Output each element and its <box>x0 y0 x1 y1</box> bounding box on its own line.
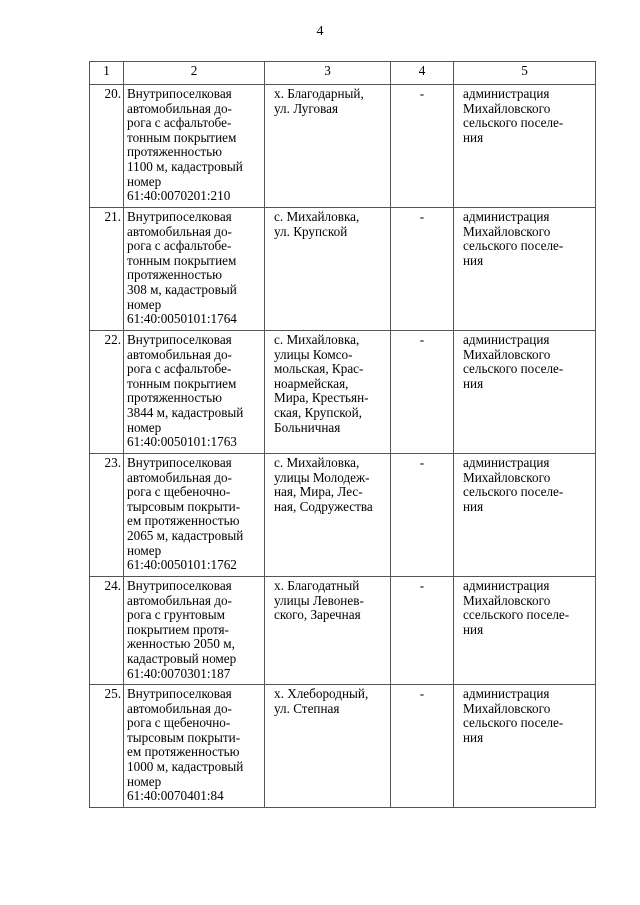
table-row <box>90 454 596 577</box>
page-number: 4 <box>316 24 324 39</box>
table-row <box>90 331 596 454</box>
column-4-value: - <box>391 331 454 454</box>
column-header: 3 <box>265 62 391 85</box>
road-location: х. Благодарный, ул. Луговая <box>265 85 391 208</box>
road-description: Внутрипоселковая автомобильная до- рога с асфальтобе- тонным покрытием протяженностью 308 м, кадастровый номер 61:40:0050101:1764 <box>124 208 265 331</box>
row-number: 21. <box>90 208 124 331</box>
column-4-value: - <box>391 454 454 577</box>
row-number: 20. <box>90 85 124 208</box>
road-owner: администрация Михайловского сельского поселе- ния <box>454 85 596 208</box>
column-4-value: - <box>391 685 454 808</box>
road-owner: администрация Михайловского сельского поселе- ния <box>454 331 596 454</box>
column-4-value: - <box>391 85 454 208</box>
road-location: с. Михайловка, улицы Молодеж- ная, Мира, Лес- ная, Содружества <box>265 454 391 577</box>
road-description: Внутрипоселковая автомобильная до- рога с щебеночно- тырсовым покрыти- ем протяженностью 2065 м, кадастровый номер 61:40:0050101:1762 <box>124 454 265 577</box>
table-row <box>90 577 596 685</box>
column-4-value: - <box>391 577 454 685</box>
table-row <box>90 85 596 208</box>
table-row <box>90 685 596 808</box>
road-description: Внутрипоселковая автомобильная до- рога с асфальтобе- тонным покрытием протяженностью 3844 м, кадастровый номер 61:40:0050101:1763 <box>124 331 265 454</box>
column-header: 2 <box>124 62 265 85</box>
road-description: Внутрипоселковая автомобильная до- рога с асфальтобе- тонным покрытием протяженностью 1100 м, кадастровый номер 61:40:0070201:210 <box>124 85 265 208</box>
row-number: 22. <box>90 331 124 454</box>
road-owner: администрация Михайловского сельского поселе- ния <box>454 208 596 331</box>
row-number: 25. <box>90 685 124 808</box>
column-header: 4 <box>391 62 454 85</box>
table-row <box>90 208 596 331</box>
road-description: Внутрипоселковая автомобильная до- рога с щебеночно- тырсовым покрыти- ем протяженностью 1000 м, кадастровый номер 61:40:0070401:84 <box>124 685 265 808</box>
road-location: с. Михайловка, ул. Крупской <box>265 208 391 331</box>
road-owner: администрация Михайловского ссельского поселе- ния <box>454 577 596 685</box>
road-location: х. Благодатный улицы Левонев- ского, Заречная <box>265 577 391 685</box>
road-owner: администрация Михайловского сельского поселе- ния <box>454 685 596 808</box>
road-description: Внутрипоселковая автомобильная до- рога с грунтовым покрытием протя- женностью 2050 м, кадастровый номер 61:40:0070301:187 <box>124 577 265 685</box>
road-location: х. Хлебородный, ул. Степная <box>265 685 391 808</box>
road-location: с. Михайловка, улицы Комсо- мольская, Крас- ноармейская, Мира, Крестьян- ская, Крупской, Больничная <box>265 331 391 454</box>
column-header: 1 <box>90 62 124 85</box>
column-4-value: - <box>391 208 454 331</box>
row-number: 23. <box>90 454 124 577</box>
table-header-row <box>90 62 596 85</box>
row-number: 24. <box>90 577 124 685</box>
column-header: 5 <box>454 62 596 85</box>
roads-registry-table <box>89 61 596 808</box>
road-owner: администрация Михайловского сельского поселе- ния <box>454 454 596 577</box>
